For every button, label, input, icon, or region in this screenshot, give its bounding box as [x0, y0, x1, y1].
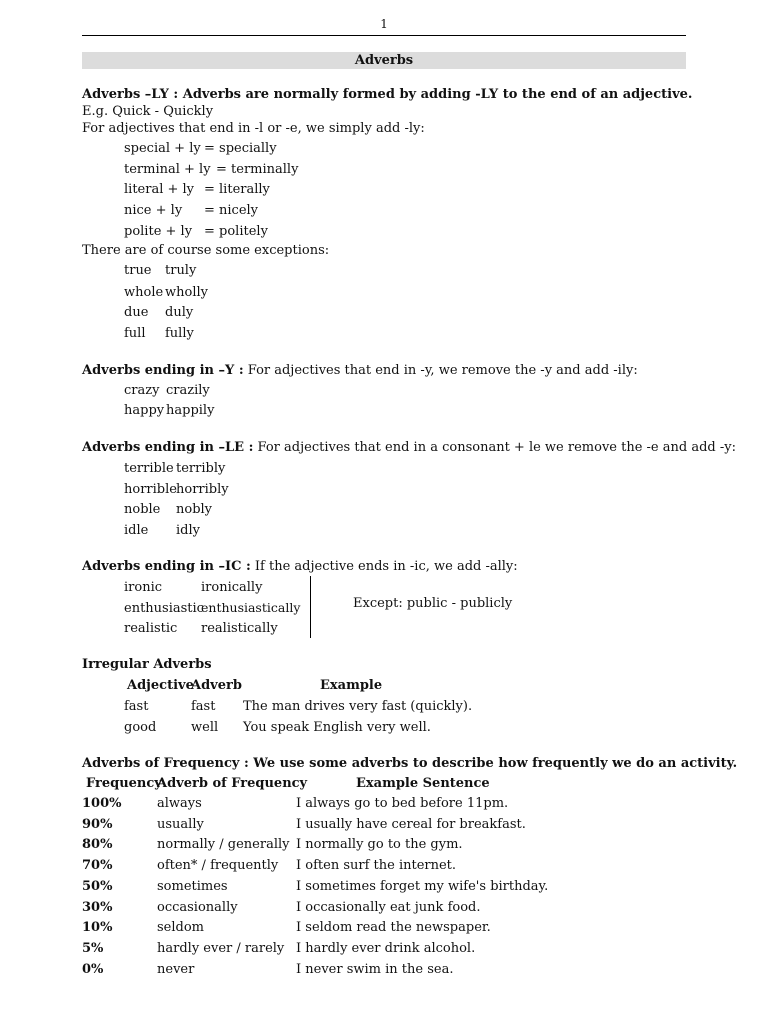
frequency-example: I never swim in the sea. — [296, 962, 454, 977]
ly-section-line — [82, 88, 692, 101]
ic-adjective: ironic — [124, 580, 163, 595]
exception-adjective: true — [124, 263, 152, 278]
ly-rule: For adjectives that end in -l or -e, we simply add -ly: — [82, 121, 425, 136]
ly-row-left: literal + ly — [124, 182, 195, 197]
frequency-example: I usually have cereal for breakfast. — [296, 817, 526, 832]
ly-row-right: = specially — [204, 141, 277, 156]
frequency-percent: 30% — [82, 900, 113, 915]
frequency-adverb: never — [157, 962, 195, 977]
ly-text: Adverbs are normally formed by adding -LY to the end of an adjective. — [178, 87, 693, 102]
exception-adverb: wholly — [165, 285, 208, 300]
irregular-adjective: good — [124, 720, 157, 735]
ly-row-right: = nicely — [204, 203, 259, 218]
exception-adverb: duly — [165, 305, 194, 320]
le-section-line — [82, 441, 736, 454]
frequency-example: I occasionally eat junk food. — [296, 900, 481, 915]
ic-exception: Except: public - publicly — [353, 596, 513, 611]
y-section-line — [82, 364, 638, 377]
ic-adjective: enthusiastic — [124, 601, 204, 616]
frequency-example: I always go to bed before 11pm. — [296, 796, 509, 811]
frequency-adverb: often* / frequently — [157, 858, 279, 873]
le-adverb: idly — [176, 523, 200, 538]
ly-row-left: terminal + ly — [124, 162, 211, 177]
frequency-adverb: usually — [157, 817, 204, 832]
ic-adverb: ironically — [201, 580, 263, 595]
irregular-adjective: fast — [124, 699, 149, 714]
frequency-adverb: seldom — [157, 920, 204, 935]
le-adverb: terribly — [176, 461, 226, 476]
ly-row-left: polite + ly — [124, 224, 193, 239]
frequency-percent: 50% — [82, 879, 113, 894]
frequency-adverb: sometimes — [157, 879, 228, 894]
irregular-example: You speak English very well. — [243, 720, 431, 735]
frequency-header-frequency: Frequency — [86, 776, 162, 791]
irregular-adverb: fast — [191, 699, 216, 714]
page-number: 1 — [380, 17, 388, 31]
le-heading: Adverbs ending in –LE : — [82, 440, 254, 455]
y-adverb: crazily — [166, 383, 210, 398]
ly-row-left: special + ly — [124, 141, 201, 156]
frequency-adverb: normally / generally — [157, 837, 290, 852]
frequency-example: I seldom read the newspaper. — [296, 920, 491, 935]
ic-text: If the adjective ends in -ic, we add -ally: — [250, 559, 518, 574]
frequency-percent: 70% — [82, 858, 113, 873]
ic-heading: Adverbs ending in –IC : — [82, 559, 251, 574]
y-adjective: happy — [124, 403, 165, 418]
le-adverb: horribly — [176, 482, 229, 497]
le-adjective: terrible — [124, 461, 174, 476]
header-rule — [82, 35, 686, 36]
frequency-percent: 90% — [82, 817, 113, 832]
ly-heading: Adverbs –LY : — [82, 87, 179, 102]
frequency-example: I sometimes forget my wife's birthday. — [296, 879, 549, 894]
frequency-percent: 10% — [82, 920, 113, 935]
ic-adjective: realistic — [124, 621, 178, 636]
irregular-adverb: well — [191, 720, 219, 735]
irregular-header-adverb: Adverb — [191, 678, 242, 693]
exception-adverb: fully — [165, 326, 194, 341]
ic-adverb: realistically — [201, 621, 278, 636]
y-adverb: happily — [166, 403, 215, 418]
frequency-heading: Adverbs of Frequency : We use some adverbs to describe how frequently we do an activity. — [82, 756, 738, 771]
irregular-example: The man drives very fast (quickly). — [243, 699, 473, 714]
ic-adverb: enthusiastically — [201, 600, 301, 615]
y-adjective: crazy — [124, 383, 160, 398]
ly-row-right: = terminally — [216, 162, 299, 177]
frequency-percent: 80% — [82, 837, 113, 852]
page-title: Adverbs — [354, 53, 414, 68]
frequency-example: I hardly ever drink alcohol. — [296, 941, 476, 956]
frequency-adverb: hardly ever / rarely — [157, 941, 285, 956]
le-adverb: nobly — [176, 502, 213, 517]
frequency-header-adverb: Adverb of Frequency — [157, 776, 308, 791]
ic-section-line — [82, 560, 518, 573]
frequency-adverb: always — [157, 796, 202, 811]
irregular-heading: Irregular Adverbs — [82, 657, 212, 672]
exceptions-label: There are of course some exceptions: — [82, 243, 330, 258]
exception-adjective: whole — [124, 285, 164, 300]
le-adjective: horrible — [124, 482, 177, 497]
frequency-example: I often surf the internet. — [296, 858, 457, 873]
exception-adjective: due — [124, 305, 149, 320]
le-adjective: noble — [124, 502, 161, 517]
irregular-header-adjective: Adjective — [127, 678, 194, 693]
ly-example: E.g. Quick - Quickly — [82, 104, 214, 119]
le-text: For adjectives that end in a consonant + le we remove the -e and add -y: — [253, 440, 736, 455]
le-adjective: idle — [124, 523, 149, 538]
irregular-header-example: Example — [320, 678, 383, 693]
y-heading: Adverbs ending in –Y : — [82, 363, 244, 378]
frequency-example: I normally go to the gym. — [296, 837, 463, 852]
frequency-adverb: occasionally — [157, 900, 238, 915]
frequency-percent: 0% — [82, 962, 104, 977]
exception-adverb: truly — [165, 263, 197, 278]
frequency-percent: 100% — [82, 796, 122, 811]
ly-row-right: = politely — [204, 224, 268, 239]
ly-row-right: = literally — [204, 182, 270, 197]
ly-row-left: nice + ly — [124, 203, 183, 218]
frequency-header-example: Example Sentence — [356, 776, 490, 791]
frequency-percent: 5% — [82, 941, 104, 956]
ic-divider — [310, 576, 311, 638]
exception-adjective: full — [124, 326, 146, 341]
y-text: For adjectives that end in -y, we remove the -y and add -ily: — [243, 363, 638, 378]
